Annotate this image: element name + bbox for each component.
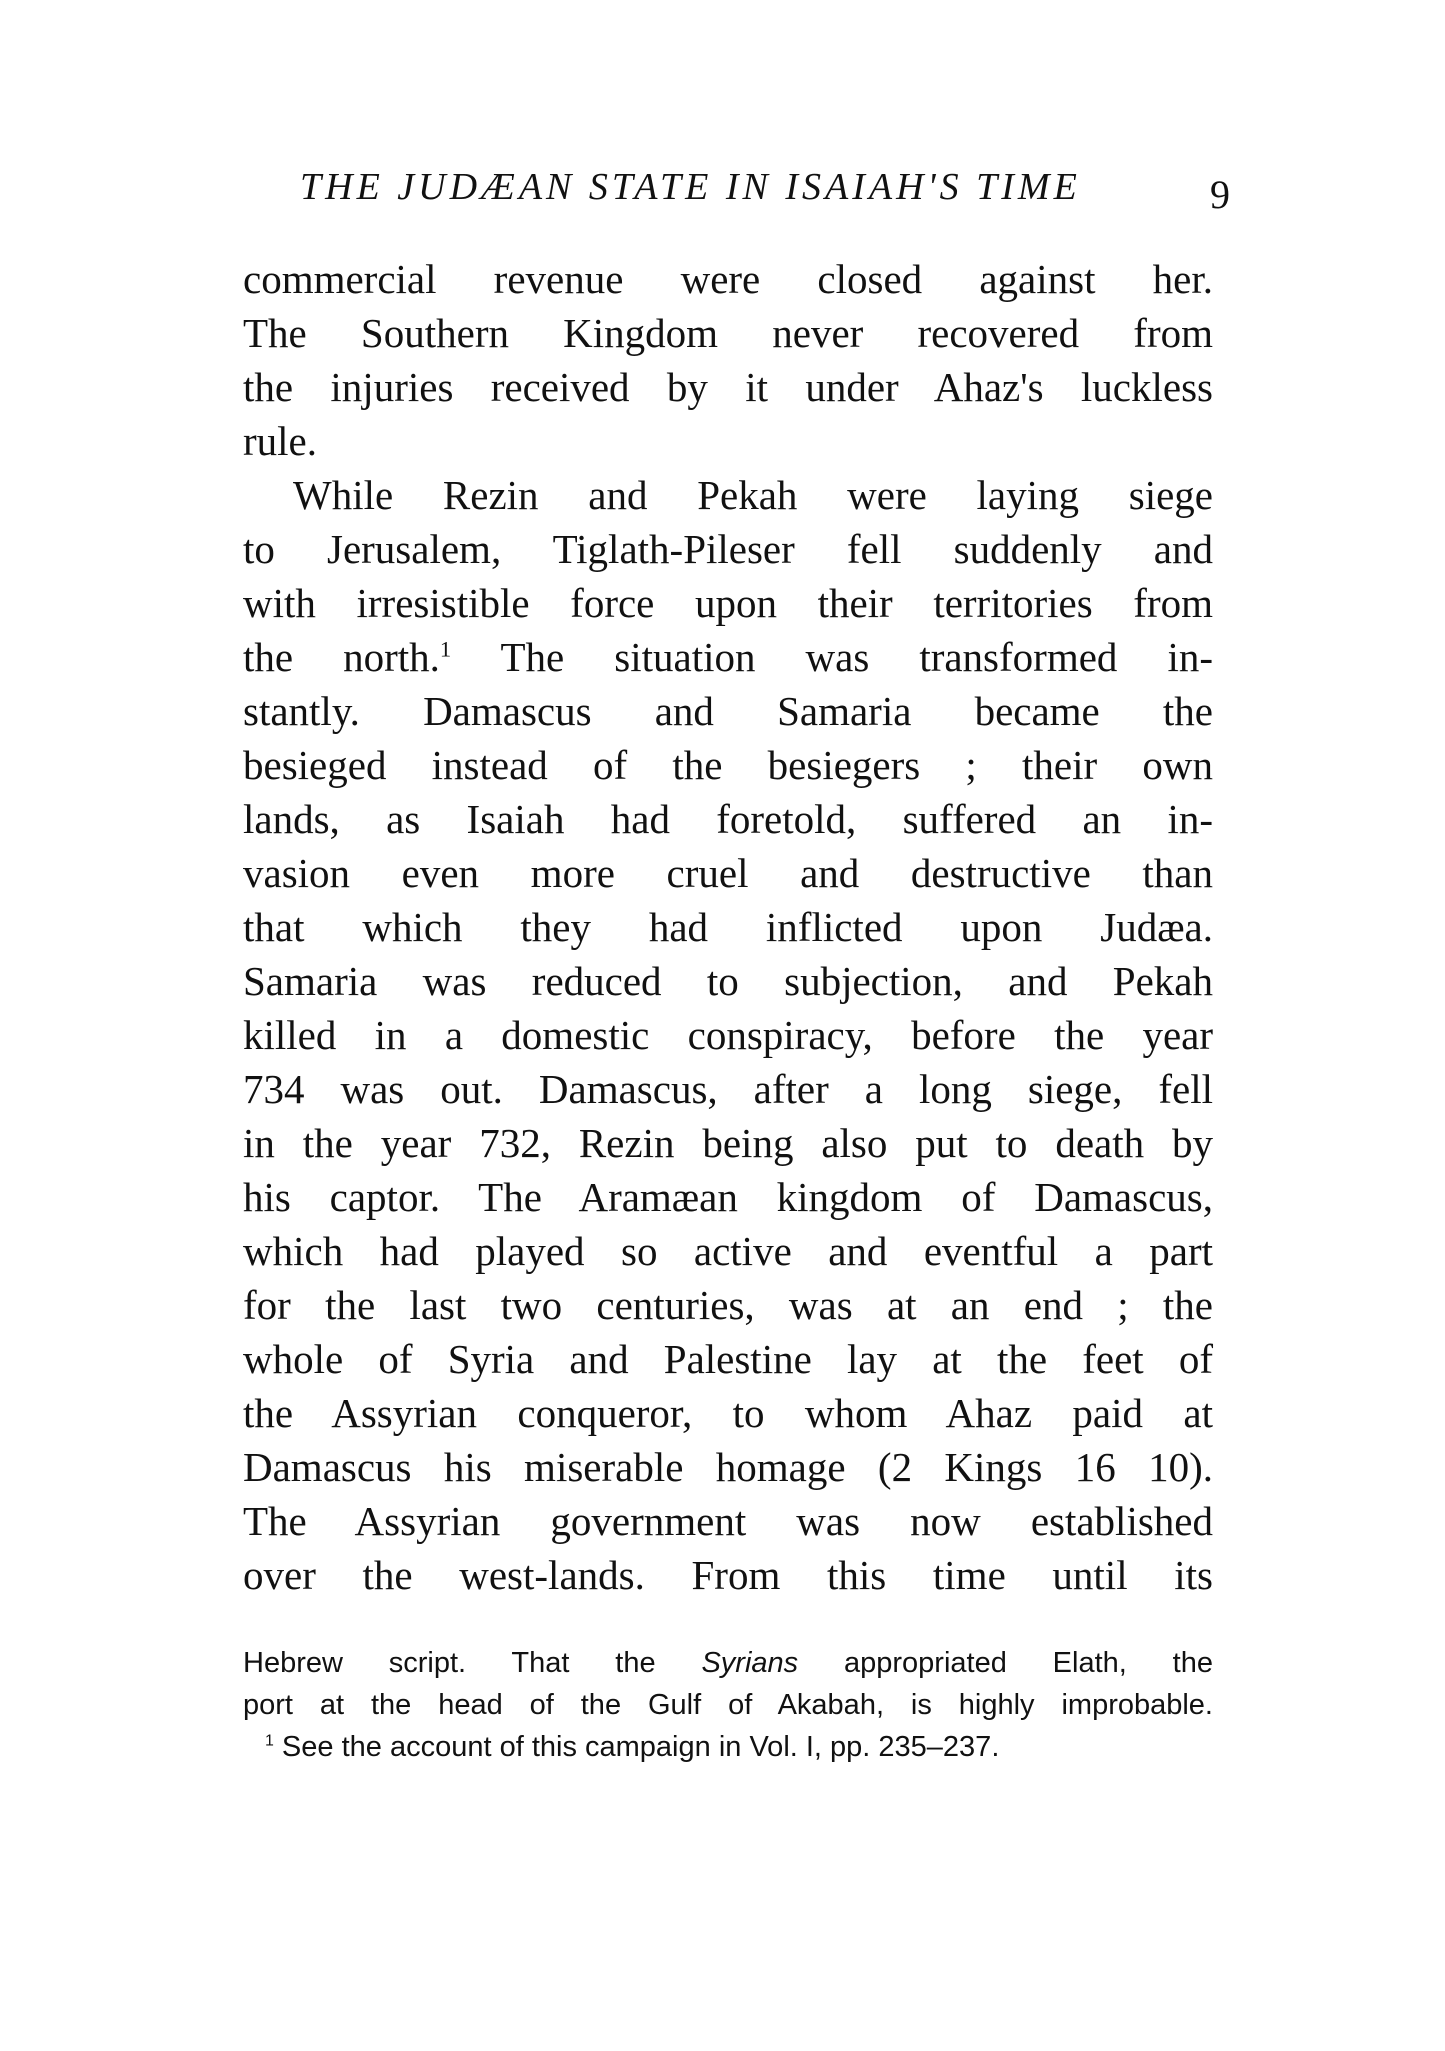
text-line: lands, as Isaiah had foretold, suffered an in- (243, 796, 1213, 842)
running-title: THE JUDÆAN STATE IN ISAIAH'S TIME (300, 166, 1081, 208)
text-fragment: The situation was transformed in- (500, 634, 1213, 680)
text-fragment: the north. (243, 634, 440, 680)
text-line: commercial revenue were closed against her. (243, 256, 1213, 302)
footnote-reference: 1 (439, 636, 452, 662)
text-line: Samaria was reduced to subjection, and Pekah (243, 958, 1213, 1004)
footnote-italic-text: Syrians (701, 1647, 799, 1679)
text-line: over the west-lands. From this time until its (243, 1552, 1213, 1598)
text-line: which had played so active and eventful a part (243, 1228, 1213, 1274)
text-line: Damascus his miserable homage (2 Kings 16 10). (243, 1444, 1213, 1490)
text-line: the Assyrian conqueror, to whom Ahaz paid at (243, 1390, 1213, 1436)
text-line: in the year 732, Rezin being also put to death by (243, 1120, 1213, 1166)
text-line: stantly. Damascus and Samaria became the (243, 688, 1213, 734)
text-line: with irresistible force upon their territories from (243, 580, 1213, 626)
text-line: rule. (243, 418, 317, 464)
text-line: While Rezin and Pekah were laying siege (293, 472, 1213, 518)
footnote-line (243, 1642, 1213, 1684)
text-line: whole of Syria and Palestine lay at the feet of (243, 1336, 1213, 1382)
text-line: that which they had inflicted upon Judæa. (243, 904, 1213, 950)
footnote-text: appropriated Elath, the (798, 1647, 1213, 1679)
footnote-line: port at the head of the Gulf of Akabah, is highly improbable. (243, 1689, 1213, 1721)
text-line: 734 was out. Damascus, after a long siege, fell (243, 1066, 1213, 1112)
running-head (240, 165, 1230, 225)
text-line: to Jerusalem, Tiglath-Pileser fell suddenly and (243, 526, 1213, 572)
footnote-text: See the account of this campaign in Vol. I, pp. 235–237. (273, 1731, 1000, 1763)
footnote-1 (243, 1726, 1213, 1768)
footnotes (243, 1642, 1213, 1768)
text-line: The Assyrian government was now established (243, 1498, 1213, 1544)
body-text (243, 252, 1213, 1602)
text-line: for the last two centuries, was at an end ; the (243, 1282, 1213, 1328)
text-line: besieged instead of the besiegers ; their own (243, 742, 1213, 788)
footnote-marker: 1 (265, 1732, 274, 1750)
page-number: 9 (1210, 172, 1230, 217)
text-line-with-footnote-ref (243, 630, 1213, 684)
text-line: vasion even more cruel and destructive than (243, 850, 1213, 896)
text-line: his captor. The Aramæan kingdom of Damascus, (243, 1174, 1213, 1220)
footnote-text: Hebrew script. That the (243, 1647, 702, 1679)
text-line: the injuries received by it under Ahaz's luckless (243, 364, 1213, 410)
text-line: killed in a domestic conspiracy, before the year (243, 1012, 1213, 1058)
text-line: The Southern Kingdom never recovered from (243, 310, 1213, 356)
